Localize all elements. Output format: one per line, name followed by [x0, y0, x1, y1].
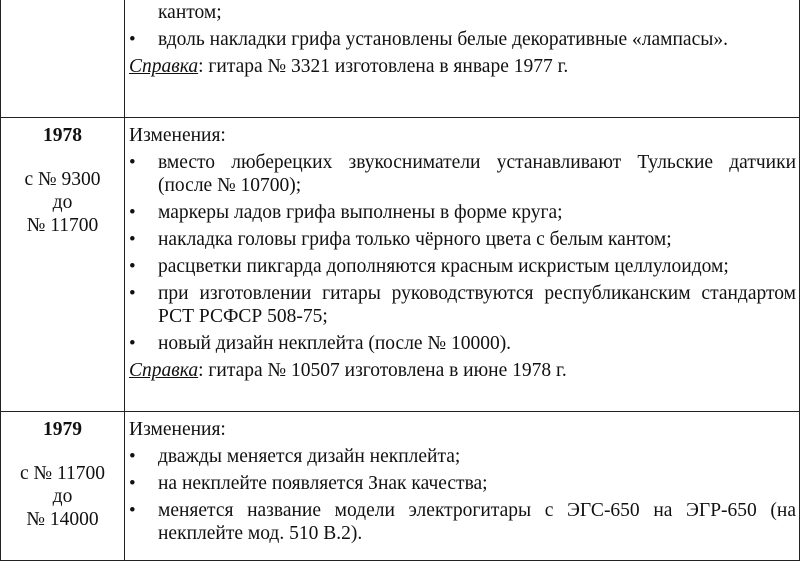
range-from: с № 9300 — [24, 169, 101, 190]
range-from: с № 11700 — [19, 463, 106, 484]
changes-list — [158, 1, 796, 51]
list-item: • вдоль накладки грифа установлены белые декоративные «лампасы». — [158, 28, 796, 51]
list-item: • накладка головы грифа только чёрного цвета с белым кантом; — [158, 228, 796, 251]
list-item: • на некплейте появляется Знак качества; — [158, 472, 796, 495]
changes-list — [129, 124, 796, 355]
changes-cell — [125, 412, 800, 561]
reference-text: : гитара № 3321 изготовлена в январе 1977 г. — [198, 56, 569, 77]
year-cell — [1, 0, 125, 118]
list-item: • маркеры ладов грифа выполнены в форме круга; — [158, 201, 796, 224]
list-item: • вместо люберецких звукосниматели устанавливают Тульские датчики (после № 10700); — [158, 151, 796, 197]
list-item: • дважды меняется дизайн некплейта; — [158, 445, 796, 468]
list-item: • новый дизайн некплейта (после № 10000). — [158, 332, 796, 355]
serial-range — [1, 168, 124, 237]
list-item: • при изготовлении гитары руководствуются республиканским стандартом РСТ РСФСР 508-75; — [158, 282, 796, 328]
changes-header: Изменения: — [129, 125, 226, 146]
table-row — [1, 412, 800, 561]
reference-label: Справка — [129, 56, 199, 77]
reference-text: : гитара № 10507 изготовлена в июне 1978 г. — [198, 360, 567, 381]
range-to-word: до — [52, 486, 73, 507]
reference-note — [129, 55, 796, 78]
list-item: • расцветки пикгарда дополняются красным искристым целлулоидом; — [158, 255, 796, 278]
list-item-continuation: кантом; — [158, 2, 222, 23]
reference-label: Справка — [129, 360, 199, 381]
changes-cell — [125, 118, 800, 412]
changes-list — [129, 418, 796, 545]
year-cell — [1, 118, 125, 412]
range-to-word: до — [52, 192, 73, 213]
year-label: 1979 — [43, 419, 82, 440]
changes-cell — [125, 0, 800, 118]
table-row — [1, 118, 800, 412]
year-cell — [1, 412, 125, 561]
range-to: № 14000 — [26, 509, 99, 530]
reference-note — [129, 359, 796, 382]
list-item: • меняется название модели электрогитары с ЭГС-650 на ЭГР-650 (на некплейте мод. 510 В.2). — [158, 499, 796, 545]
range-to: № 11700 — [26, 215, 99, 236]
table-row — [1, 0, 800, 118]
changes-header: Изменения: — [129, 419, 226, 440]
serial-range — [1, 462, 124, 531]
year-label: 1978 — [43, 125, 82, 146]
